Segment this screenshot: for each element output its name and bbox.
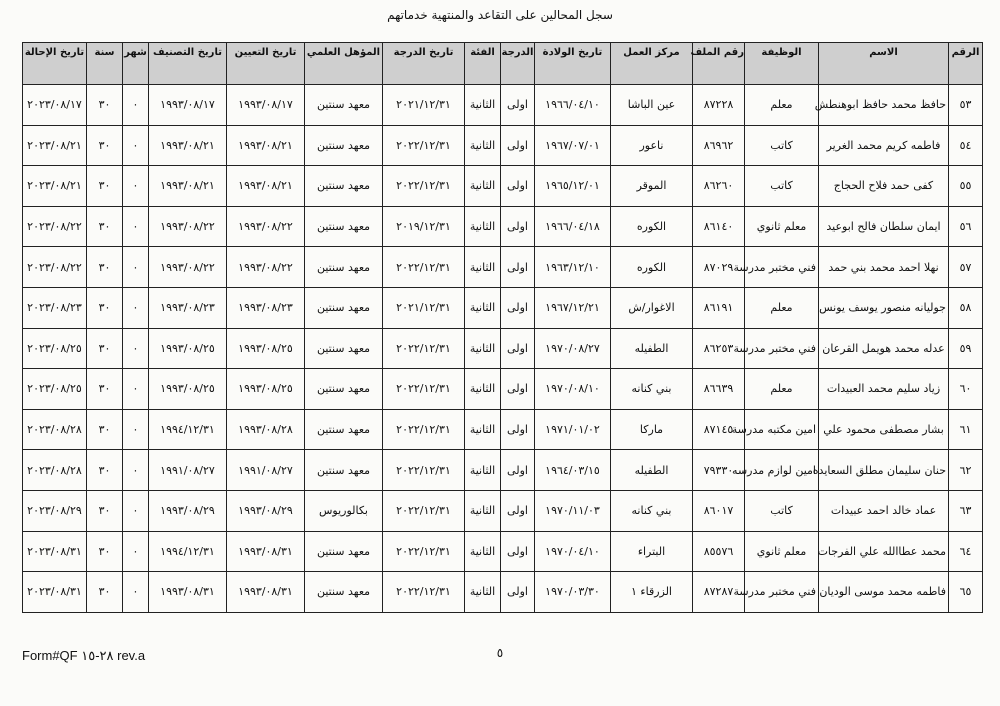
cell-file: ٨٦٢٥٣ xyxy=(693,328,745,369)
cell-category: الثانية xyxy=(465,166,501,207)
table-row xyxy=(23,531,983,572)
cell-year: ٣٠ xyxy=(87,490,123,531)
cell-workplace: عين الباشا xyxy=(611,85,693,126)
cell-grade-date: ٢٠٢٢/١٢/٣١ xyxy=(383,450,465,491)
cell-num: ٦٢ xyxy=(949,450,983,491)
column-header-hire-date: تاريخ التعيين xyxy=(227,43,305,85)
cell-workplace: الموقر xyxy=(611,166,693,207)
cell-num: ٦٣ xyxy=(949,490,983,531)
cell-name: زياد سليم محمد العبيدات xyxy=(819,369,949,410)
cell-qualification: معهد سنتين xyxy=(305,450,383,491)
cell-workplace: الكوره xyxy=(611,206,693,247)
cell-num: ٦١ xyxy=(949,409,983,450)
cell-job: فني مختبر مدرسة xyxy=(745,247,819,288)
cell-name: بشار مصطفى محمود علي xyxy=(819,409,949,450)
cell-name: محمد عطاالله علي الفرجات xyxy=(819,531,949,572)
cell-name: عدله محمد هويمل القرعان xyxy=(819,328,949,369)
column-header-class-date: تاريخ التصنيف xyxy=(149,43,227,85)
cell-month: ٠ xyxy=(123,125,149,166)
cell-birth: ١٩٦٦/٠٤/١٠ xyxy=(535,85,611,126)
cell-year: ٣٠ xyxy=(87,85,123,126)
cell-class-date: ١٩٩٣/٠٨/١٧ xyxy=(149,85,227,126)
cell-class-date: ١٩٩٣/٠٨/٢٣ xyxy=(149,287,227,328)
cell-month: ٠ xyxy=(123,572,149,613)
cell-retire-date: ٢٠٢٣/٠٨/٢٥ xyxy=(23,369,87,410)
cell-workplace: ناعور xyxy=(611,125,693,166)
cell-file: ٨٥٥٧٦ xyxy=(693,531,745,572)
cell-grade: اولى xyxy=(501,531,535,572)
cell-retire-date: ٢٠٢٣/٠٨/٢٥ xyxy=(23,328,87,369)
cell-job: معلم xyxy=(745,287,819,328)
cell-name: فاطمه محمد موسى الوديان xyxy=(819,572,949,613)
form-code: Form#QF ٢٨-١٥ rev.a xyxy=(22,648,146,663)
cell-job: فني مختبر مدرسة xyxy=(745,572,819,613)
cell-grade-date: ٢٠٢١/١٢/٣١ xyxy=(383,287,465,328)
cell-year: ٣٠ xyxy=(87,247,123,288)
cell-class-date: ١٩٩٣/٠٨/٢١ xyxy=(149,166,227,207)
cell-year: ٣٠ xyxy=(87,531,123,572)
cell-grade-date: ٢٠٢٢/١٢/٣١ xyxy=(383,125,465,166)
cell-job: معلم ثانوي xyxy=(745,206,819,247)
column-header-num: الرقم xyxy=(949,43,983,85)
cell-workplace: الطفيله xyxy=(611,328,693,369)
cell-class-date: ١٩٩٣/٠٨/٢٢ xyxy=(149,206,227,247)
cell-workplace: الاغوار/ش xyxy=(611,287,693,328)
cell-qualification: معهد سنتين xyxy=(305,572,383,613)
column-header-grade-date: تاريخ الدرجة xyxy=(383,43,465,85)
cell-grade: اولى xyxy=(501,206,535,247)
cell-file: ٨٦٩٦٢ xyxy=(693,125,745,166)
cell-num: ٥٨ xyxy=(949,287,983,328)
cell-grade-date: ٢٠٢٢/١٢/٣١ xyxy=(383,409,465,450)
cell-hire-date: ١٩٩٣/٠٨/٢٩ xyxy=(227,490,305,531)
table-row xyxy=(23,572,983,613)
cell-file: ٨٦١٤٠ xyxy=(693,206,745,247)
cell-hire-date: ١٩٩٣/٠٨/٢٢ xyxy=(227,206,305,247)
column-header-category: الفئة xyxy=(465,43,501,85)
cell-retire-date: ٢٠٢٣/٠٨/٢٢ xyxy=(23,206,87,247)
cell-month: ٠ xyxy=(123,328,149,369)
cell-grade-date: ٢٠٢٢/١٢/٣١ xyxy=(383,531,465,572)
cell-hire-date: ١٩٩٣/٠٨/٢٣ xyxy=(227,287,305,328)
cell-qualification: معهد سنتين xyxy=(305,125,383,166)
cell-hire-date: ١٩٩٣/٠٨/٣١ xyxy=(227,531,305,572)
cell-category: الثانية xyxy=(465,490,501,531)
cell-month: ٠ xyxy=(123,166,149,207)
cell-num: ٦٠ xyxy=(949,369,983,410)
cell-workplace: الكوره xyxy=(611,247,693,288)
cell-num: ٥٧ xyxy=(949,247,983,288)
cell-name: نهلا احمد محمد بني حمد xyxy=(819,247,949,288)
cell-file: ٨٦٦٣٩ xyxy=(693,369,745,410)
column-header-year: سنة xyxy=(87,43,123,85)
cell-class-date: ١٩٩٣/٠٨/٢١ xyxy=(149,125,227,166)
page-number: ٥ xyxy=(496,646,504,660)
cell-job: كاتب xyxy=(745,166,819,207)
cell-retire-date: ٢٠٢٣/٠٨/٢١ xyxy=(23,166,87,207)
cell-job: فني مختبر مدرسة xyxy=(745,328,819,369)
column-header-workplace: مركز العمل xyxy=(611,43,693,85)
cell-retire-date: ٢٠٢٣/٠٨/٢٨ xyxy=(23,450,87,491)
cell-grade: اولى xyxy=(501,572,535,613)
cell-name: كفى حمد فلاح الحجاج xyxy=(819,166,949,207)
table-row xyxy=(23,287,983,328)
table-header xyxy=(23,43,983,85)
cell-name: حافظ محمد حافظ ابوهنطش xyxy=(819,85,949,126)
cell-name: فاطمه كريم محمد الغرير xyxy=(819,125,949,166)
cell-grade: اولى xyxy=(501,328,535,369)
cell-file: ٨٦٠١٧ xyxy=(693,490,745,531)
cell-job: معلم ثانوي xyxy=(745,531,819,572)
table-row xyxy=(23,328,983,369)
column-header-month: شهر xyxy=(123,43,149,85)
cell-workplace: بني كنانه xyxy=(611,490,693,531)
cell-name: ايمان سلطان فالح ابوعيد xyxy=(819,206,949,247)
cell-year: ٣٠ xyxy=(87,409,123,450)
cell-file: ٨٦١٩١ xyxy=(693,287,745,328)
cell-grade: اولى xyxy=(501,247,535,288)
cell-retire-date: ٢٠٢٣/٠٨/٢٨ xyxy=(23,409,87,450)
cell-retire-date: ٢٠٢٣/٠٨/٢٢ xyxy=(23,247,87,288)
cell-file: ٨٧٠٢٩ xyxy=(693,247,745,288)
cell-qualification: معهد سنتين xyxy=(305,287,383,328)
cell-year: ٣٠ xyxy=(87,166,123,207)
cell-file: ٨٧١٤٥ xyxy=(693,409,745,450)
cell-month: ٠ xyxy=(123,531,149,572)
cell-file: ٧٩٣٣٠ xyxy=(693,450,745,491)
cell-category: الثانية xyxy=(465,328,501,369)
retirement-register-table xyxy=(22,42,983,613)
cell-qualification: معهد سنتين xyxy=(305,409,383,450)
table-row xyxy=(23,85,983,126)
cell-num: ٥٥ xyxy=(949,166,983,207)
cell-grade: اولى xyxy=(501,125,535,166)
cell-category: الثانية xyxy=(465,247,501,288)
cell-file: ٨٧٢٢٨ xyxy=(693,85,745,126)
cell-year: ٣٠ xyxy=(87,369,123,410)
cell-month: ٠ xyxy=(123,85,149,126)
cell-month: ٠ xyxy=(123,450,149,491)
cell-category: الثانية xyxy=(465,409,501,450)
cell-hire-date: ١٩٩٣/٠٨/٢١ xyxy=(227,166,305,207)
cell-qualification: معهد سنتين xyxy=(305,531,383,572)
cell-job: معلم xyxy=(745,369,819,410)
cell-grade-date: ٢٠٢٢/١٢/٣١ xyxy=(383,247,465,288)
document-title: سجل المحالين على التقاعد والمنتهية خدماتهم xyxy=(387,8,613,22)
cell-workplace: بني كنانه xyxy=(611,369,693,410)
cell-name: حنان سليمان مطلق السعايده xyxy=(819,450,949,491)
cell-retire-date: ٢٠٢٣/٠٨/٣١ xyxy=(23,531,87,572)
cell-retire-date: ٢٠٢٣/٠٨/٢١ xyxy=(23,125,87,166)
cell-hire-date: ١٩٩٣/٠٨/٢٢ xyxy=(227,247,305,288)
table-row xyxy=(23,369,983,410)
column-header-grade: الدرجة xyxy=(501,43,535,85)
table-row xyxy=(23,125,983,166)
column-header-name: الاسم xyxy=(819,43,949,85)
cell-birth: ١٩٧١/٠١/٠٢ xyxy=(535,409,611,450)
cell-grade: اولى xyxy=(501,369,535,410)
cell-hire-date: ١٩٩٣/٠٨/١٧ xyxy=(227,85,305,126)
cell-month: ٠ xyxy=(123,206,149,247)
cell-birth: ١٩٧٠/٠٨/٢٧ xyxy=(535,328,611,369)
cell-hire-date: ١٩٩٣/٠٨/٢٥ xyxy=(227,369,305,410)
cell-num: ٥٣ xyxy=(949,85,983,126)
cell-month: ٠ xyxy=(123,247,149,288)
cell-class-date: ١٩٩٣/٠٨/٢٥ xyxy=(149,369,227,410)
cell-qualification: معهد سنتين xyxy=(305,247,383,288)
cell-grade: اولى xyxy=(501,490,535,531)
cell-birth: ١٩٦٤/٠٣/١٥ xyxy=(535,450,611,491)
cell-class-date: ١٩٩٣/٠٨/٢٥ xyxy=(149,328,227,369)
cell-birth: ١٩٦٣/١٢/١٠ xyxy=(535,247,611,288)
table-row xyxy=(23,490,983,531)
cell-class-date: ١٩٩٣/٠٨/٢٩ xyxy=(149,490,227,531)
cell-year: ٣٠ xyxy=(87,450,123,491)
cell-grade-date: ٢٠٢٢/١٢/٣١ xyxy=(383,572,465,613)
cell-class-date: ١٩٩٣/٠٨/٢٢ xyxy=(149,247,227,288)
cell-grade-date: ٢٠٢٢/١٢/٣١ xyxy=(383,328,465,369)
cell-grade: اولى xyxy=(501,287,535,328)
cell-num: ٥٤ xyxy=(949,125,983,166)
cell-retire-date: ٢٠٢٣/٠٨/٢٩ xyxy=(23,490,87,531)
cell-birth: ١٩٧٠/٠٣/٣٠ xyxy=(535,572,611,613)
cell-class-date: ١٩٩٤/١٢/٣١ xyxy=(149,531,227,572)
cell-year: ٣٠ xyxy=(87,206,123,247)
cell-birth: ١٩٦٧/١٢/٢١ xyxy=(535,287,611,328)
cell-qualification: معهد سنتين xyxy=(305,85,383,126)
column-header-job: الوظيفة xyxy=(745,43,819,85)
cell-name: عماد خالد احمد عبيدات xyxy=(819,490,949,531)
cell-workplace: الطفيله xyxy=(611,450,693,491)
cell-year: ٣٠ xyxy=(87,572,123,613)
cell-month: ٠ xyxy=(123,287,149,328)
cell-job: كاتب xyxy=(745,125,819,166)
cell-grade-date: ٢٠٢١/١٢/٣١ xyxy=(383,85,465,126)
cell-year: ٣٠ xyxy=(87,328,123,369)
cell-class-date: ١٩٩١/٠٨/٢٧ xyxy=(149,450,227,491)
header-row xyxy=(23,43,983,85)
column-header-qualification: المؤهل العلمي xyxy=(305,43,383,85)
cell-job: امين مكتبه مدرسة xyxy=(745,409,819,450)
cell-birth: ١٩٧٠/١١/٠٣ xyxy=(535,490,611,531)
cell-qualification: معهد سنتين xyxy=(305,166,383,207)
cell-job: امين لوازم مدرسه xyxy=(745,450,819,491)
cell-workplace: الزرقاء ١ xyxy=(611,572,693,613)
cell-hire-date: ١٩٩٣/٠٨/٢٥ xyxy=(227,328,305,369)
cell-qualification: معهد سنتين xyxy=(305,369,383,410)
cell-category: الثانية xyxy=(465,531,501,572)
cell-qualification: بكالوريوس xyxy=(305,490,383,531)
cell-file: ٨٧٢٨٧ xyxy=(693,572,745,613)
cell-month: ٠ xyxy=(123,490,149,531)
cell-category: الثانية xyxy=(465,369,501,410)
cell-qualification: معهد سنتين xyxy=(305,206,383,247)
cell-grade-date: ٢٠٢٢/١٢/٣١ xyxy=(383,490,465,531)
cell-category: الثانية xyxy=(465,287,501,328)
cell-num: ٦٥ xyxy=(949,572,983,613)
cell-class-date: ١٩٩٤/١٢/٣١ xyxy=(149,409,227,450)
cell-month: ٠ xyxy=(123,409,149,450)
cell-grade-date: ٢٠٢٢/١٢/٣١ xyxy=(383,369,465,410)
cell-hire-date: ١٩٩٣/٠٨/٢٨ xyxy=(227,409,305,450)
cell-qualification: معهد سنتين xyxy=(305,328,383,369)
cell-birth: ١٩٦٧/٠٧/٠١ xyxy=(535,125,611,166)
table-row xyxy=(23,206,983,247)
cell-name: جوليانه منصور يوسف يونس xyxy=(819,287,949,328)
cell-category: الثانية xyxy=(465,572,501,613)
cell-workplace: البتراء xyxy=(611,531,693,572)
cell-num: ٥٦ xyxy=(949,206,983,247)
cell-hire-date: ١٩٩٣/٠٨/٢١ xyxy=(227,125,305,166)
cell-grade-date: ٢٠١٩/١٢/٣١ xyxy=(383,206,465,247)
table-row xyxy=(23,166,983,207)
cell-grade: اولى xyxy=(501,166,535,207)
cell-birth: ١٩٧٠/٠٨/١٠ xyxy=(535,369,611,410)
cell-year: ٣٠ xyxy=(87,287,123,328)
cell-category: الثانية xyxy=(465,125,501,166)
cell-category: الثانية xyxy=(465,206,501,247)
column-header-birth: تاريخ الولادة xyxy=(535,43,611,85)
cell-grade-date: ٢٠٢٢/١٢/٣١ xyxy=(383,166,465,207)
cell-birth: ١٩٦٦/٠٤/١٨ xyxy=(535,206,611,247)
cell-year: ٣٠ xyxy=(87,125,123,166)
cell-grade: اولى xyxy=(501,450,535,491)
column-header-file: رقم الملف xyxy=(693,43,745,85)
cell-retire-date: ٢٠٢٣/٠٨/٣١ xyxy=(23,572,87,613)
cell-birth: ١٩٦٥/١٢/٠١ xyxy=(535,166,611,207)
column-header-retire-date: تاريخ الإحالة xyxy=(23,43,87,85)
table-body xyxy=(23,85,983,613)
cell-workplace: ماركا xyxy=(611,409,693,450)
table-row xyxy=(23,409,983,450)
table-row xyxy=(23,450,983,491)
cell-hire-date: ١٩٩١/٠٨/٢٧ xyxy=(227,450,305,491)
cell-retire-date: ٢٠٢٣/٠٨/٢٣ xyxy=(23,287,87,328)
cell-birth: ١٩٧٠/٠٤/١٠ xyxy=(535,531,611,572)
table-row xyxy=(23,247,983,288)
cell-num: ٥٩ xyxy=(949,328,983,369)
cell-grade: اولى xyxy=(501,85,535,126)
cell-job: معلم xyxy=(745,85,819,126)
cell-hire-date: ١٩٩٣/٠٨/٣١ xyxy=(227,572,305,613)
cell-month: ٠ xyxy=(123,369,149,410)
cell-num: ٦٤ xyxy=(949,531,983,572)
cell-retire-date: ٢٠٢٣/٠٨/١٧ xyxy=(23,85,87,126)
cell-job: كاتب xyxy=(745,490,819,531)
cell-category: الثانية xyxy=(465,85,501,126)
cell-category: الثانية xyxy=(465,450,501,491)
cell-grade: اولى xyxy=(501,409,535,450)
cell-class-date: ١٩٩٣/٠٨/٣١ xyxy=(149,572,227,613)
cell-file: ٨٦٢٦٠ xyxy=(693,166,745,207)
